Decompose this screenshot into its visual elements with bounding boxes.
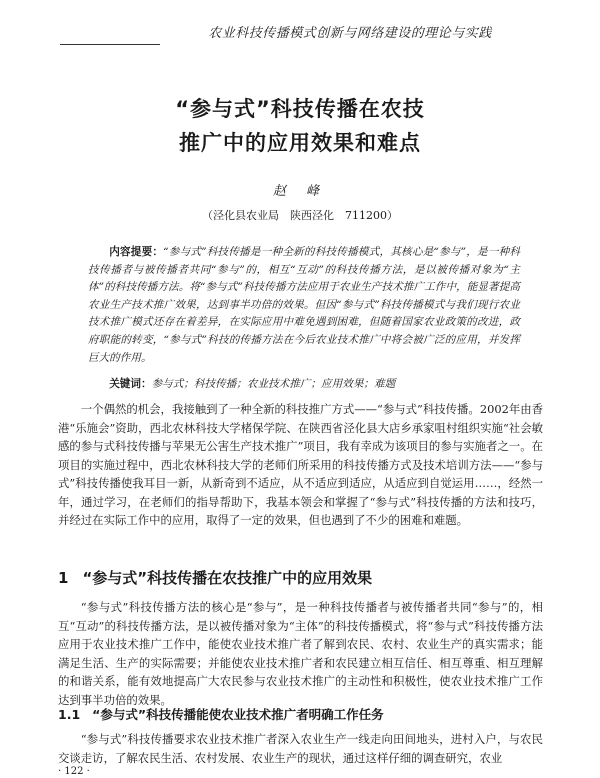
keywords-text: 参与式；科技传播；农业技术推广；应用效果；难题 — [151, 378, 396, 390]
abstract-label: 内容提要： — [109, 246, 164, 258]
title-line-1: “参与式”科技传播在农技 — [175, 97, 425, 121]
author-affiliation: （泾化县农业局 陕西泾化 711200） — [202, 209, 398, 222]
running-header: 农业科技传播模式创新与网络建设的理论与实践 — [208, 26, 492, 41]
keywords-label: 关键词： — [109, 378, 152, 390]
section-1-1-heading — [58, 705, 543, 723]
section-1-number: 1 — [58, 569, 69, 587]
section-1-1-title: “参与式”科技传播能使农业技术推广者明确工作任务 — [92, 707, 384, 722]
article-title — [0, 92, 600, 160]
intro-paragraph: 一个偶然的机会，我接触到了一种全新的科技推广方式——“参与式”科技传播。2002年由香港“乐施会”资助，西北农林科技大学楮保学院、在陕西省泾化县大店乡承家咀村组织实施“社会敏感的参与式科技传播与苹果无公害生产技术推广”项目，我有幸成为该项目的参与实施者之一。在项目的实施过程中，西北农林科技大学的老师们所采用的科技传播方式及技术培训方法——“参与式”科技传播使我耳目一新，从新奇到不适应，从不适应到适应，从适应到自觉运用……，经然一年，通过学习，在老师们的指导帮助下，我基本领会和掌握了“参与式”科技传播的方法和技巧，并经过在实际工作中的应用，取得了一定的效果，但也遇到了不少的困难和难题。 — [58, 402, 543, 527]
abstract-text: “参与式”科技传播是一种全新的科技传播模式，其核心是“参与”，是一种科技传播者与被传播者共同“参与”的，相互“互动”的科技传播方法，是以被传播对象为“主体”的科技传播方法。将“参与式”科技传播方法应用于农业生产技术推广工作中，能显著提高农业生产技术推广效果，达到事半功倍的效果。但因“参与式”科技传播模式与我们现行农业技术推广模式还存在着差异，在实际应用中难免遇到困难，但随着国家农业政策的改进，政府职能的转变，“参与式”科技的传播方法在今后农业技术推广中将会被广泛的应用，并发挥巨大的作用。 — [88, 246, 520, 364]
abstract — [88, 244, 520, 367]
section-1-title: “参与式”科技传播在农技推广中的应用效果 — [82, 569, 373, 587]
author-name: 赵 峰 — [272, 184, 328, 199]
header-rule — [60, 44, 160, 45]
page-number: · 122 · — [58, 766, 90, 777]
section-1-1-paragraph: “参与式”科技传播要求农业技术推广者深入农业生产一线走向田间地头，进村入户，与农民交谈走访，了解农民生活、农村发展、农业生产的现状，通过这样仔细的调查研究，农业 — [58, 732, 543, 765]
keywords — [88, 376, 520, 394]
section-1-heading — [58, 567, 543, 588]
section-1-1-number: 1.1 — [58, 707, 81, 722]
section-1-paragraph: “参与式”科技传播方法的核心是“参与”，是一种科技传播者与被传播者共同“参与”的，相互“互动”的科技传播方法，是以被传播对象为“主体”的科技传播模式，将“参与式”科技传播方法应用于农业技术推广工作中，能使农业技术推广者了解到农民、农村、农业生产的真实需求；能满足生活、生产的实际需要；并能使农业技术推广者和农民建立相互信任、相互尊重、相互理解的和谐关系，能有效地提高广大农民参与农业技术推广的主动性和积极性，使农业技术推广工作达到事半功倍的效果。 — [58, 600, 543, 707]
title-line-2: 推广中的应用效果和难点 — [179, 131, 421, 155]
